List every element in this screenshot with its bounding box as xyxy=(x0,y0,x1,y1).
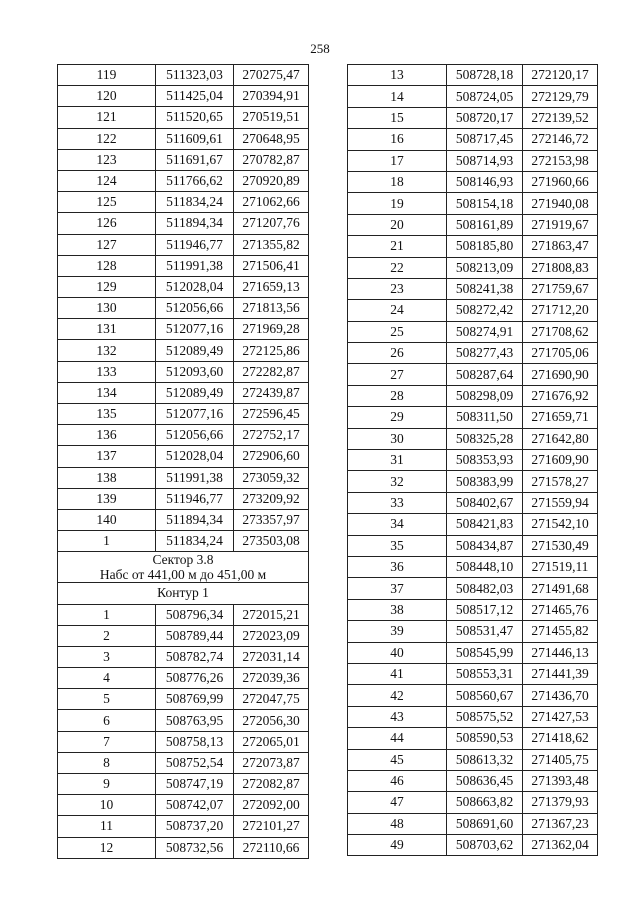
x-coordinate: 508154,18 xyxy=(447,193,523,214)
x-coordinate: 508545,99 xyxy=(447,642,523,663)
table-row xyxy=(348,792,598,813)
table-row xyxy=(348,171,598,192)
table-row xyxy=(58,298,309,319)
x-coordinate: 508796,34 xyxy=(156,604,234,625)
table-row xyxy=(58,192,309,213)
x-coordinate: 511834,24 xyxy=(156,531,234,552)
point-number: 130 xyxy=(58,298,156,319)
point-number: 1 xyxy=(58,604,156,625)
table-row xyxy=(58,731,309,752)
point-number: 139 xyxy=(58,488,156,509)
x-coordinate: 511946,77 xyxy=(156,488,234,509)
y-coordinate: 271062,66 xyxy=(234,192,309,213)
right-coordinates-table xyxy=(347,64,598,856)
point-number: 18 xyxy=(348,171,447,192)
table-row xyxy=(348,300,598,321)
y-coordinate: 271813,56 xyxy=(234,298,309,319)
table-row xyxy=(58,340,309,361)
y-coordinate: 271530,49 xyxy=(523,535,598,556)
table-row xyxy=(58,128,309,149)
table-row xyxy=(348,214,598,235)
x-coordinate: 508789,44 xyxy=(156,625,234,646)
y-coordinate: 272596,45 xyxy=(234,404,309,425)
table-row xyxy=(58,774,309,795)
y-coordinate: 270275,47 xyxy=(234,65,309,86)
point-number: 14 xyxy=(348,86,447,107)
table-row xyxy=(58,467,309,488)
y-coordinate: 272039,36 xyxy=(234,668,309,689)
y-coordinate: 273059,32 xyxy=(234,467,309,488)
point-number: 131 xyxy=(58,319,156,340)
point-number: 17 xyxy=(348,150,447,171)
point-number: 137 xyxy=(58,446,156,467)
left-coordinates-table xyxy=(57,64,309,859)
y-coordinate: 271690,90 xyxy=(523,364,598,385)
table-row xyxy=(348,428,598,449)
x-coordinate: 511520,65 xyxy=(156,107,234,128)
table-row xyxy=(58,255,309,276)
y-coordinate: 271940,08 xyxy=(523,193,598,214)
y-coordinate: 270920,89 xyxy=(234,170,309,191)
x-coordinate: 512089,49 xyxy=(156,382,234,403)
point-number: 123 xyxy=(58,149,156,170)
y-coordinate: 271465,76 xyxy=(523,599,598,620)
table-row xyxy=(58,382,309,403)
point-number: 48 xyxy=(348,813,447,834)
table-row xyxy=(58,65,309,86)
table-row xyxy=(348,278,598,299)
point-number: 6 xyxy=(58,710,156,731)
y-coordinate: 272110,66 xyxy=(234,837,309,858)
table-row xyxy=(58,319,309,340)
y-coordinate: 272282,87 xyxy=(234,361,309,382)
y-coordinate: 271609,90 xyxy=(523,450,598,471)
point-number: 127 xyxy=(58,234,156,255)
point-number: 1 xyxy=(58,531,156,552)
table-row xyxy=(348,129,598,150)
y-coordinate: 272092,00 xyxy=(234,795,309,816)
y-coordinate: 271659,71 xyxy=(523,407,598,428)
y-coordinate: 271542,10 xyxy=(523,514,598,535)
point-number: 128 xyxy=(58,255,156,276)
table-row xyxy=(348,492,598,513)
sector-header xyxy=(58,552,309,604)
y-coordinate: 271705,06 xyxy=(523,343,598,364)
y-coordinate: 272146,72 xyxy=(523,129,598,150)
y-coordinate: 271405,75 xyxy=(523,749,598,770)
x-coordinate: 508434,87 xyxy=(447,535,523,556)
point-number: 4 xyxy=(58,668,156,689)
x-coordinate: 508531,47 xyxy=(447,621,523,642)
point-number: 38 xyxy=(348,599,447,620)
x-coordinate: 508560,67 xyxy=(447,685,523,706)
left-table-body-top xyxy=(58,65,309,552)
y-coordinate: 271446,13 xyxy=(523,642,598,663)
y-coordinate: 272125,86 xyxy=(234,340,309,361)
contour-title: Контур 1 xyxy=(58,583,309,604)
table-row xyxy=(348,770,598,791)
x-coordinate: 508782,74 xyxy=(156,646,234,667)
table-row xyxy=(58,446,309,467)
table-row xyxy=(58,404,309,425)
x-coordinate: 508758,13 xyxy=(156,731,234,752)
table-row xyxy=(58,625,309,646)
table-row xyxy=(58,234,309,255)
point-number: 36 xyxy=(348,556,447,577)
y-coordinate: 270648,95 xyxy=(234,128,309,149)
table-row xyxy=(348,706,598,727)
x-coordinate: 508448,10 xyxy=(447,556,523,577)
table-row xyxy=(348,749,598,770)
point-number: 16 xyxy=(348,129,447,150)
point-number: 34 xyxy=(348,514,447,535)
point-number: 135 xyxy=(58,404,156,425)
table-row xyxy=(58,816,309,837)
left-table-body-bottom xyxy=(58,604,309,858)
x-coordinate: 508482,03 xyxy=(447,578,523,599)
table-row xyxy=(348,65,598,86)
y-coordinate: 271676,92 xyxy=(523,385,598,406)
x-coordinate: 508325,28 xyxy=(447,428,523,449)
y-coordinate: 270394,91 xyxy=(234,86,309,107)
table-row xyxy=(58,488,309,509)
point-number: 124 xyxy=(58,170,156,191)
table-row xyxy=(348,385,598,406)
y-coordinate: 272056,30 xyxy=(234,710,309,731)
point-number: 40 xyxy=(348,642,447,663)
table-row xyxy=(348,578,598,599)
point-number: 132 xyxy=(58,340,156,361)
point-number: 49 xyxy=(348,835,447,856)
y-coordinate: 271418,62 xyxy=(523,728,598,749)
table-row xyxy=(58,752,309,773)
y-coordinate: 271519,11 xyxy=(523,556,598,577)
y-coordinate: 272129,79 xyxy=(523,86,598,107)
x-coordinate: 508277,43 xyxy=(447,343,523,364)
y-coordinate: 272073,87 xyxy=(234,752,309,773)
table-row xyxy=(348,193,598,214)
table-row xyxy=(58,170,309,191)
y-coordinate: 272139,52 xyxy=(523,107,598,128)
x-coordinate: 508383,99 xyxy=(447,471,523,492)
table-row xyxy=(348,813,598,834)
point-number: 7 xyxy=(58,731,156,752)
y-coordinate: 270782,87 xyxy=(234,149,309,170)
y-coordinate: 271427,53 xyxy=(523,706,598,727)
point-number: 129 xyxy=(58,276,156,297)
x-coordinate: 508146,93 xyxy=(447,171,523,192)
x-coordinate: 508575,52 xyxy=(447,706,523,727)
point-number: 140 xyxy=(58,509,156,530)
y-coordinate: 271436,70 xyxy=(523,685,598,706)
table-row xyxy=(58,213,309,234)
y-coordinate: 272065,01 xyxy=(234,731,309,752)
x-coordinate: 508691,60 xyxy=(447,813,523,834)
point-number: 26 xyxy=(348,343,447,364)
x-coordinate: 512077,16 xyxy=(156,404,234,425)
table-row xyxy=(348,599,598,620)
point-number: 23 xyxy=(348,278,447,299)
x-coordinate: 508752,54 xyxy=(156,752,234,773)
table-row xyxy=(348,514,598,535)
x-coordinate: 511991,38 xyxy=(156,255,234,276)
y-coordinate: 271559,94 xyxy=(523,492,598,513)
y-coordinate: 272082,87 xyxy=(234,774,309,795)
x-coordinate: 508714,93 xyxy=(447,150,523,171)
table-row xyxy=(348,642,598,663)
table-row xyxy=(348,556,598,577)
y-coordinate: 272015,21 xyxy=(234,604,309,625)
table-row xyxy=(58,149,309,170)
y-coordinate: 271863,47 xyxy=(523,236,598,257)
x-coordinate: 508185,80 xyxy=(447,236,523,257)
point-number: 125 xyxy=(58,192,156,213)
point-number: 126 xyxy=(58,213,156,234)
table-row xyxy=(348,535,598,556)
sector-header-cell xyxy=(58,552,309,583)
table-row xyxy=(348,107,598,128)
point-number: 15 xyxy=(348,107,447,128)
x-coordinate: 511323,03 xyxy=(156,65,234,86)
y-coordinate: 271642,80 xyxy=(523,428,598,449)
x-coordinate: 511946,77 xyxy=(156,234,234,255)
x-coordinate: 512028,04 xyxy=(156,446,234,467)
x-coordinate: 511834,24 xyxy=(156,192,234,213)
sector-title: Сектор 3.8 xyxy=(152,552,214,568)
x-coordinate: 508724,05 xyxy=(447,86,523,107)
y-coordinate: 271441,39 xyxy=(523,663,598,684)
table-row xyxy=(58,107,309,128)
point-number: 12 xyxy=(58,837,156,858)
point-number: 136 xyxy=(58,425,156,446)
x-coordinate: 508590,53 xyxy=(447,728,523,749)
x-coordinate: 508274,91 xyxy=(447,321,523,342)
x-coordinate: 511894,34 xyxy=(156,509,234,530)
point-number: 24 xyxy=(348,300,447,321)
x-coordinate: 512056,66 xyxy=(156,425,234,446)
point-number: 121 xyxy=(58,107,156,128)
x-coordinate: 508553,31 xyxy=(447,663,523,684)
point-number: 33 xyxy=(348,492,447,513)
x-coordinate: 508769,99 xyxy=(156,689,234,710)
table-row xyxy=(348,150,598,171)
point-number: 25 xyxy=(348,321,447,342)
y-coordinate: 272031,14 xyxy=(234,646,309,667)
point-number: 44 xyxy=(348,728,447,749)
y-coordinate: 272120,17 xyxy=(523,65,598,86)
x-coordinate: 508517,12 xyxy=(447,599,523,620)
x-coordinate: 512077,16 xyxy=(156,319,234,340)
y-coordinate: 273209,92 xyxy=(234,488,309,509)
y-coordinate: 271379,93 xyxy=(523,792,598,813)
y-coordinate: 270519,51 xyxy=(234,107,309,128)
point-number: 31 xyxy=(348,450,447,471)
x-coordinate: 508311,50 xyxy=(447,407,523,428)
table-row xyxy=(58,689,309,710)
x-coordinate: 508717,45 xyxy=(447,129,523,150)
y-coordinate: 271919,67 xyxy=(523,214,598,235)
y-coordinate: 271759,67 xyxy=(523,278,598,299)
table-row xyxy=(58,361,309,382)
point-number: 20 xyxy=(348,214,447,235)
point-number: 120 xyxy=(58,86,156,107)
table-row xyxy=(58,646,309,667)
x-coordinate: 508298,09 xyxy=(447,385,523,406)
x-coordinate: 508353,93 xyxy=(447,450,523,471)
y-coordinate: 271578,27 xyxy=(523,471,598,492)
point-number: 30 xyxy=(348,428,447,449)
y-coordinate: 271808,83 xyxy=(523,257,598,278)
x-coordinate: 511691,67 xyxy=(156,149,234,170)
y-coordinate: 271455,82 xyxy=(523,621,598,642)
point-number: 9 xyxy=(58,774,156,795)
y-coordinate: 271969,28 xyxy=(234,319,309,340)
x-coordinate: 508636,45 xyxy=(447,770,523,791)
table-row xyxy=(58,604,309,625)
x-coordinate: 511991,38 xyxy=(156,467,234,488)
sector-height-range: Набс от 441,00 м до 451,00 м xyxy=(99,567,267,583)
x-coordinate: 511894,34 xyxy=(156,213,234,234)
x-coordinate: 508213,09 xyxy=(447,257,523,278)
x-coordinate: 508732,56 xyxy=(156,837,234,858)
table-row xyxy=(348,471,598,492)
point-number: 41 xyxy=(348,663,447,684)
table-row xyxy=(348,343,598,364)
x-coordinate: 511609,61 xyxy=(156,128,234,149)
table-row xyxy=(58,276,309,297)
y-coordinate: 273357,97 xyxy=(234,509,309,530)
y-coordinate: 271362,04 xyxy=(523,835,598,856)
table-row xyxy=(348,835,598,856)
point-number: 27 xyxy=(348,364,447,385)
y-coordinate: 271960,66 xyxy=(523,171,598,192)
x-coordinate: 508287,64 xyxy=(447,364,523,385)
page-number: 258 xyxy=(310,41,330,56)
x-coordinate: 508728,18 xyxy=(447,65,523,86)
x-coordinate: 512089,49 xyxy=(156,340,234,361)
point-number: 122 xyxy=(58,128,156,149)
x-coordinate: 512056,66 xyxy=(156,298,234,319)
y-coordinate: 272153,98 xyxy=(523,150,598,171)
y-coordinate: 272047,75 xyxy=(234,689,309,710)
table-row xyxy=(348,321,598,342)
x-coordinate: 508720,17 xyxy=(447,107,523,128)
x-coordinate: 508613,32 xyxy=(447,749,523,770)
x-coordinate: 508742,07 xyxy=(156,795,234,816)
point-number: 28 xyxy=(348,385,447,406)
table-row xyxy=(348,450,598,471)
point-number: 8 xyxy=(58,752,156,773)
x-coordinate: 511425,04 xyxy=(156,86,234,107)
x-coordinate: 508241,38 xyxy=(447,278,523,299)
point-number: 13 xyxy=(348,65,447,86)
x-coordinate: 512028,04 xyxy=(156,276,234,297)
point-number: 2 xyxy=(58,625,156,646)
y-coordinate: 271659,13 xyxy=(234,276,309,297)
y-coordinate: 272101,27 xyxy=(234,816,309,837)
y-coordinate: 271367,23 xyxy=(523,813,598,834)
point-number: 10 xyxy=(58,795,156,816)
y-coordinate: 273503,08 xyxy=(234,531,309,552)
y-coordinate: 272023,09 xyxy=(234,625,309,646)
x-coordinate: 508737,20 xyxy=(156,816,234,837)
table-row xyxy=(58,795,309,816)
point-number: 5 xyxy=(58,689,156,710)
point-number: 43 xyxy=(348,706,447,727)
point-number: 138 xyxy=(58,467,156,488)
x-coordinate: 508161,89 xyxy=(447,214,523,235)
y-coordinate: 271491,68 xyxy=(523,578,598,599)
table-row xyxy=(348,364,598,385)
table-row xyxy=(348,257,598,278)
table-row xyxy=(348,236,598,257)
table-row xyxy=(348,663,598,684)
y-coordinate: 271393,48 xyxy=(523,770,598,791)
table-row xyxy=(58,86,309,107)
x-coordinate: 508663,82 xyxy=(447,792,523,813)
y-coordinate: 271506,41 xyxy=(234,255,309,276)
point-number: 39 xyxy=(348,621,447,642)
x-coordinate: 508763,95 xyxy=(156,710,234,731)
y-coordinate: 271355,82 xyxy=(234,234,309,255)
y-coordinate: 271712,20 xyxy=(523,300,598,321)
point-number: 3 xyxy=(58,646,156,667)
y-coordinate: 271207,76 xyxy=(234,213,309,234)
table-row xyxy=(348,407,598,428)
x-coordinate: 508272,42 xyxy=(447,300,523,321)
x-coordinate: 512093,60 xyxy=(156,361,234,382)
y-coordinate: 272439,87 xyxy=(234,382,309,403)
point-number: 37 xyxy=(348,578,447,599)
point-number: 42 xyxy=(348,685,447,706)
y-coordinate: 272906,60 xyxy=(234,446,309,467)
x-coordinate: 508421,83 xyxy=(447,514,523,535)
point-number: 19 xyxy=(348,193,447,214)
table-row xyxy=(348,685,598,706)
point-number: 11 xyxy=(58,816,156,837)
x-coordinate: 508703,62 xyxy=(447,835,523,856)
right-table-body xyxy=(348,65,598,856)
table-row xyxy=(348,621,598,642)
table-row xyxy=(58,710,309,731)
point-number: 45 xyxy=(348,749,447,770)
x-coordinate: 508402,67 xyxy=(447,492,523,513)
table-row xyxy=(348,86,598,107)
table-row xyxy=(58,425,309,446)
table-row xyxy=(58,531,309,552)
point-number: 133 xyxy=(58,361,156,382)
point-number: 46 xyxy=(348,770,447,791)
y-coordinate: 271708,62 xyxy=(523,321,598,342)
point-number: 32 xyxy=(348,471,447,492)
x-coordinate: 508776,26 xyxy=(156,668,234,689)
point-number: 119 xyxy=(58,65,156,86)
x-coordinate: 511766,62 xyxy=(156,170,234,191)
point-number: 29 xyxy=(348,407,447,428)
table-row xyxy=(58,837,309,858)
y-coordinate: 272752,17 xyxy=(234,425,309,446)
x-coordinate: 508747,19 xyxy=(156,774,234,795)
point-number: 35 xyxy=(348,535,447,556)
table-row xyxy=(58,668,309,689)
table-row xyxy=(58,509,309,530)
point-number: 22 xyxy=(348,257,447,278)
point-number: 21 xyxy=(348,236,447,257)
table-row xyxy=(348,728,598,749)
point-number: 134 xyxy=(58,382,156,403)
point-number: 47 xyxy=(348,792,447,813)
